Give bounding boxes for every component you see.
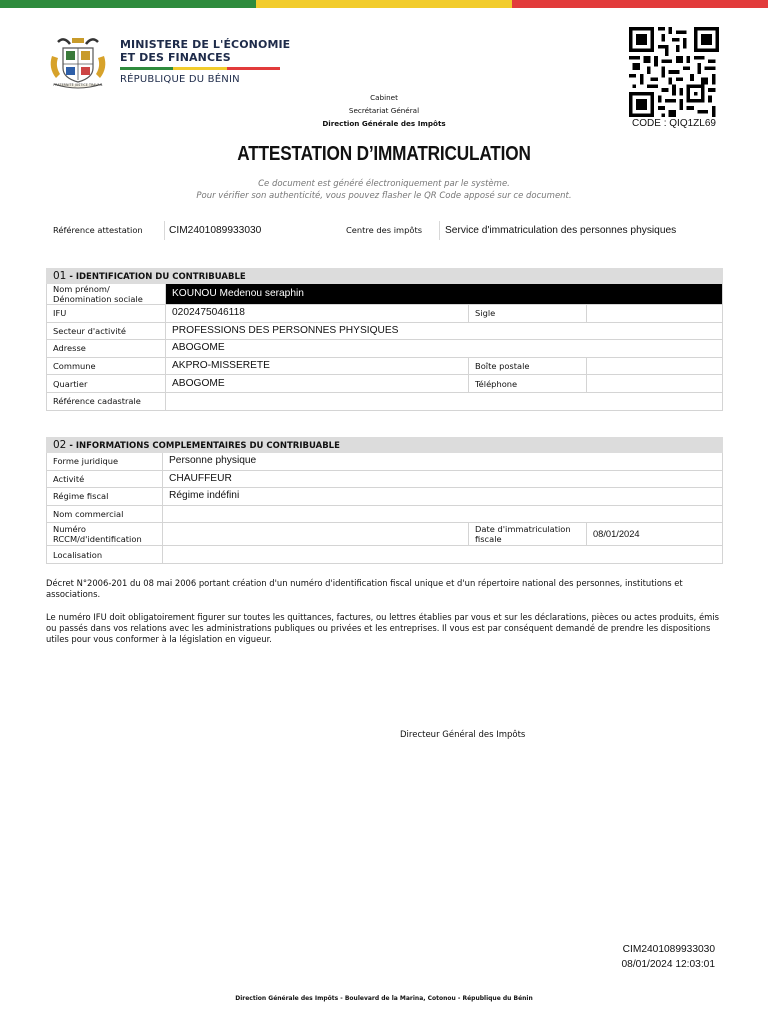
telephone-value	[587, 375, 723, 393]
ministry-rule-green	[120, 67, 173, 70]
secteur-label: Secteur d'activité	[47, 322, 166, 340]
table-row	[47, 453, 723, 471]
table-row	[47, 392, 723, 410]
forme-juridique-label: Forme juridique	[47, 453, 163, 471]
quartier-value: ABOGOME	[166, 375, 469, 393]
ministry-color-rule	[120, 67, 280, 70]
ifu-label: IFU	[47, 305, 166, 323]
ifu-value: 0202475046118	[166, 305, 469, 323]
ministry-rule-red	[227, 67, 280, 70]
name-value: KOUNOU Medenou seraphin	[166, 284, 723, 305]
identification-table	[46, 268, 723, 411]
localisation-value	[163, 546, 723, 564]
signatory-title: Directeur Général des Impôts	[400, 730, 526, 740]
stamp-reference: CIM2401089933030	[622, 944, 715, 955]
section-02-header	[47, 438, 723, 453]
stamp-datetime: 08/01/2024 12:03:01	[621, 959, 715, 970]
commune-value: AKPRO-MISSERETE	[166, 357, 469, 375]
sigle-value	[587, 305, 723, 323]
boite-postale-value	[587, 357, 723, 375]
ifu-obligation-paragraph: Le numéro IFU doit obligatoirement figurer sur toutes les quittances, factures, ou lettres établies par vous et sur les déclarations, pièces ou actes produits, émis ou passés dans vos relations avec les administrations publiques ou privées et les entreprises. Il vous est par conséquent demandé de prendre les dispositions utiles pour vous conformer à la législation en vigueur.	[46, 612, 719, 645]
hierarchy-secretariat: Secrétariat Général	[348, 106, 420, 115]
adresse-value: ABOGOME	[166, 340, 723, 358]
section-01-header	[47, 269, 723, 284]
ministry-line-2: ET DES FINANCES	[120, 51, 231, 64]
activite-label: Activité	[47, 470, 163, 488]
secteur-value: PROFESSIONS DES PERSONNES PHYSIQUES	[166, 322, 723, 340]
rccm-label: Numéro RCCM/d'identification	[47, 523, 163, 546]
table-row	[47, 523, 723, 546]
centre-divider	[439, 221, 440, 240]
table-row	[47, 340, 723, 358]
decree-paragraph: Décret N°2006-201 du 08 mai 2006 portant création d'un numéro d'identification fiscal unique et d'un répertoire national des personnes, institutions et associations.	[46, 578, 683, 600]
localisation-label: Localisation	[47, 546, 163, 564]
centre-label: Centre des impôts	[346, 225, 423, 235]
section-01-title: - IDENTIFICATION DU CONTRIBUABLE	[66, 271, 246, 282]
section-02-title-cell	[47, 438, 723, 453]
reference-row	[46, 221, 722, 240]
regime-fiscal-value: Régime indéfini	[163, 488, 723, 506]
table-row	[47, 375, 723, 393]
cadastre-label: Référence cadastrale	[47, 392, 166, 410]
centre-value: Service d'immatriculation des personnes physiques	[445, 225, 677, 236]
section-01-number: 01	[53, 269, 67, 282]
flag-stripe	[0, 0, 768, 8]
table-row	[47, 305, 723, 323]
flag-stripe-yellow	[256, 0, 512, 8]
ministry-line-1: MINISTERE DE L'ÉCONOMIE	[120, 38, 291, 51]
table-row	[47, 357, 723, 375]
name-label: Nom prénom/ Dénomination sociale	[47, 284, 166, 305]
ministry-block	[120, 38, 290, 85]
boite-postale-label: Boîte postale	[469, 357, 587, 375]
activite-value: CHAUFFEUR	[163, 470, 723, 488]
page-footer: Direction Générale des Impôts - Boulevard de la Marina, Cotonou - République du Bénin	[235, 995, 533, 1002]
rccm-value	[163, 523, 469, 546]
notice-line-2: Pour vérifier son authenticité, vous pouvez flasher le QR Code apposé sur ce document.	[196, 191, 572, 201]
regime-fiscal-label: Régime fiscal	[47, 488, 163, 506]
adresse-label: Adresse	[47, 340, 166, 358]
reference-value: CIM2401089933030	[169, 225, 262, 236]
table-row	[47, 505, 723, 523]
quartier-label: Quartier	[47, 375, 166, 393]
section-01-title-cell	[47, 269, 723, 284]
telephone-label: Téléphone	[469, 375, 587, 393]
crest-motto: FRATERNITÉ JUSTICE TRAVAIL	[53, 83, 103, 87]
commune-label: Commune	[47, 357, 166, 375]
table-row	[47, 546, 723, 564]
reference-label: Référence attestation	[53, 225, 143, 235]
flag-stripe-green	[0, 0, 256, 8]
notice-line-1: Ce document est généré électroniquement par le système.	[258, 179, 510, 189]
section-02-title: - INFORMATIONS COMPLEMENTAIRES DU CONTRIBUABLE	[66, 440, 340, 451]
date-immatriculation-label: Date d'immatriculation fiscale	[469, 523, 587, 546]
section-02-number: 02	[53, 438, 67, 451]
republic-label: RÉPUBLIQUE DU BÉNIN	[120, 74, 240, 85]
table-row	[47, 488, 723, 506]
document-stamp	[622, 942, 715, 972]
sigle-label: Sigle	[469, 305, 587, 323]
table-row	[47, 322, 723, 340]
date-immatriculation-value: 08/01/2024	[587, 523, 723, 546]
reference-divider	[164, 221, 165, 240]
hierarchy-direction: Direction Générale des Impôts	[322, 119, 446, 128]
table-row	[47, 284, 723, 305]
document-title: ATTESTATION D’IMMATRICULATION	[237, 143, 531, 165]
complementary-info-table	[46, 437, 723, 564]
flag-stripe-red	[512, 0, 768, 8]
nom-commercial-label: Nom commercial	[47, 505, 163, 523]
table-row	[47, 470, 723, 488]
qr-code-label: CODE : QIQ1ZL69	[632, 118, 716, 129]
forme-juridique-value: Personne physique	[163, 453, 723, 471]
hierarchy-cabinet: Cabinet	[370, 93, 398, 102]
authenticity-notice	[0, 178, 768, 202]
nom-commercial-value	[163, 505, 723, 523]
ministry-rule-yellow	[173, 67, 226, 70]
administrative-hierarchy	[0, 91, 768, 130]
cadastre-value	[166, 392, 723, 410]
